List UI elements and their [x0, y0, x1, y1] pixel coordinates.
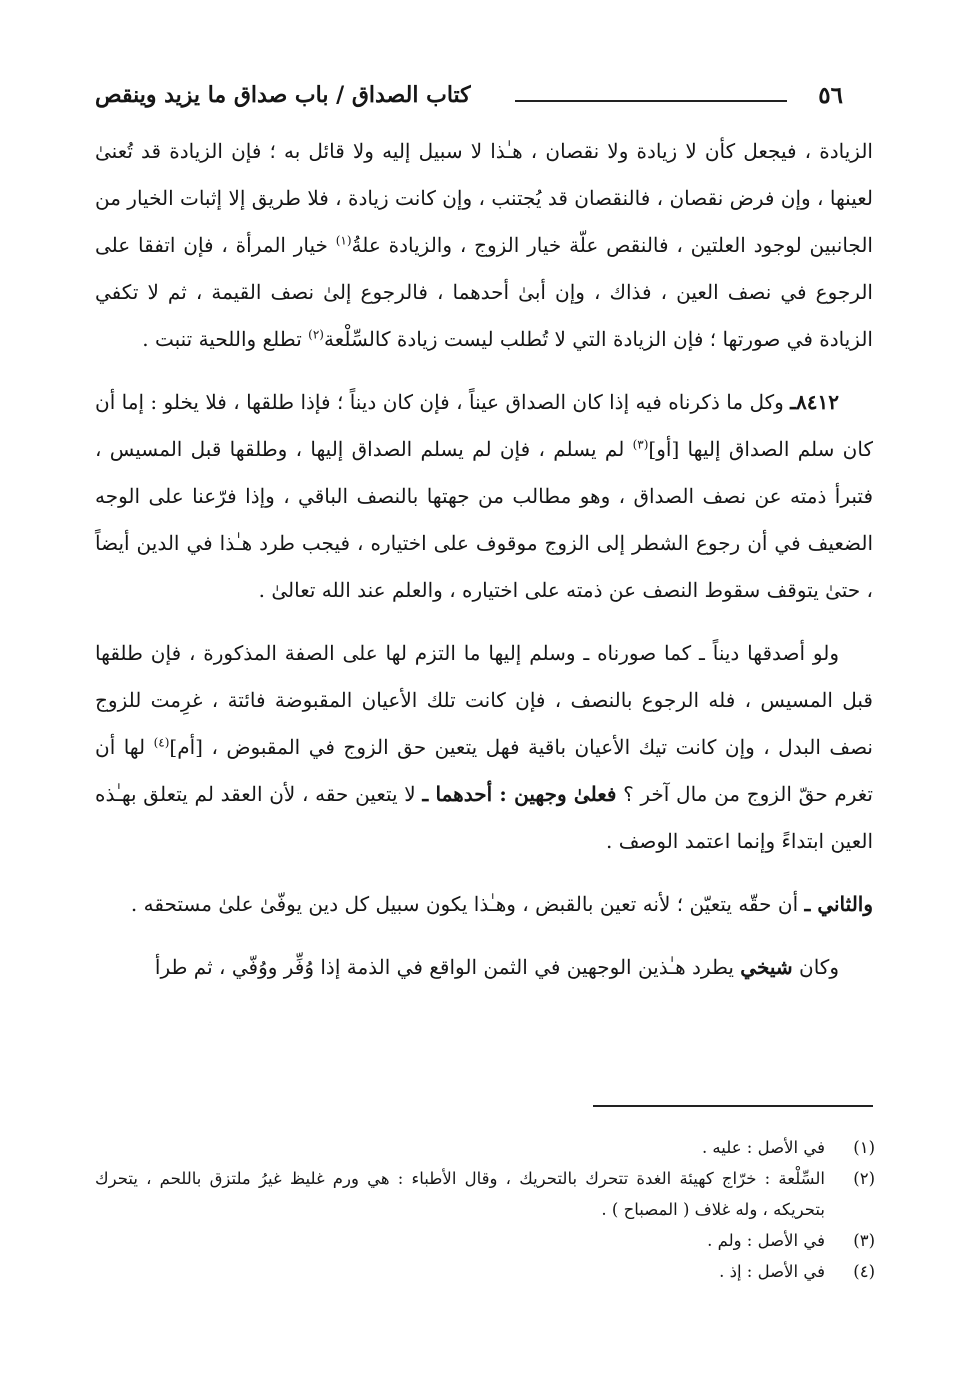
paragraph-text: الزيادة ، فيجعل كأن لا زيادة ولا نقصان ، هـٰذا لا سبيل إليه ولا قائل به ؛ فإن الزيادة قد تُعنىٰ لعينها ، وإن فرض نقصان ، فالنقصان قد يُجتنب ، وإن كانت زيادة ، فلا طريق إلا إثبات الخيار من الجانبين لوجود العلتين ، فالنقص علّة خيار الزوج ، والزيادة علةُ: [95, 139, 873, 257]
footnote-2: [95, 1163, 875, 1225]
paragraph-text: خيار المرأة ، فإن اتفقا على الرجوع في نصف العين ، فذاك ، وإن أبىٰ أحدهما ، فالرجوع إلىٰ نصف القيمة ، ثم لا تكفي الزيادة في صورتها ؛ فإن الزيادة التي لا تُطلب ليست زيادة كالسِّلْعة: [95, 233, 873, 351]
paragraph-5: [95, 944, 873, 991]
footnote-1: [95, 1132, 875, 1163]
footnote-marker: (١): [853, 1138, 875, 1157]
section-number: ٨٤١٢ـ: [790, 390, 839, 414]
main-text: [95, 128, 873, 1007]
paragraph-text: أن حقّه يتعيّن ؛ لأنه تعين بالقبض ، وهـٰذا يكون سبيل كل دين يوفّىٰ علىٰ مستحقه .: [130, 892, 805, 916]
header-rule: [515, 100, 787, 102]
page-header: [95, 80, 855, 124]
paragraph-4: [95, 881, 873, 928]
footnote-ref-3: (٣): [632, 437, 649, 452]
footnote-marker: (٤): [853, 1262, 875, 1281]
footnote-4: [95, 1256, 875, 1287]
footnote-marker: (٢): [853, 1169, 875, 1188]
footnote-text: في الأصل : إذ .: [719, 1262, 825, 1281]
paragraph-text: لا يتعين حقه ، لأن العقد لم يتعلق بهـٰذه العين ابتداءً وإنما اعتمد الوصف .: [95, 782, 873, 853]
paragraph-text: لها أن تغرم حقّ الزوج من مال آخر ؟: [95, 735, 874, 806]
page-number: ٥٦: [818, 82, 843, 109]
bold-phrase: فعلىٰ وجهين : أحدهما ـ: [422, 782, 617, 806]
footnote-ref-4: (٤): [153, 735, 170, 750]
footnote-text: في الأصل : عليه .: [701, 1138, 825, 1157]
paragraph-1: [95, 128, 873, 363]
paragraph-text: تطلع واللحية تنبت .: [142, 327, 309, 351]
running-title: كتاب الصداق / باب صداق ما يزيد وينقص: [95, 82, 471, 108]
footnotes: [95, 1132, 875, 1287]
paragraph-3: [95, 630, 873, 865]
footnote-marker: (٣): [853, 1231, 875, 1250]
footnote-ref-2: (٢): [308, 327, 324, 342]
footnote-text: السِّلْعة : خرّاج كهيئة الغدة تتحرك بالتحريك ، وقال الأطباء : هي ورم غليظ غيرُ ملتزق باللحم ، يتحرك بتحريكه ، وله غلاف ( المصباح ) .: [95, 1169, 825, 1219]
footnote-text: في الأصل : ولم .: [707, 1231, 825, 1250]
bold-phrase: شيخي: [740, 955, 793, 979]
paragraph-text: يطرد هـٰذين الوجهين في الثمن الواقع في الذمة إذا وُفِّر ووُفّي ، ثم طرأ: [154, 955, 741, 979]
paragraph-text: ولو أصدقها ديناً ـ كما صورناه ـ وسلم إليها ما التزم لها على الصفة المذكورة ، فإن طلقها قبل المسيس ، فله الرجوع بالنصف ، فإن كانت تلك الأعيان المقبوضة فائتة ، غرِمت للزوج نصف البدل ، وإن كانت تيك الأعيان باقية فهل يتعين حق الزوج في المقبوض ، [أم]: [95, 641, 873, 759]
paragraph-text: لم يسلم ، فإن لم يسلم الصداق إليها ، وطلقها قبل المسيس ، فتبرأ ذمته عن نصف الصداق ، وهو مطالب من جهتها بالنصف الباقي ، وإذا فرّعنا على الوجه الضعيف في أن رجوع الشطر إلى الزوج موقوف على اختياره ، فيجب طرد هـٰذا في الدين أيضاً ، حتىٰ يتوقف سقوط النصف عن ذمته على اختياره ، والعلم عند الله تعالىٰ .: [95, 437, 873, 602]
paragraph-2: [95, 379, 873, 614]
paragraph-text: وكان: [792, 955, 839, 979]
footnote-ref-1: (١): [335, 233, 352, 248]
paragraph-text: وكل ما ذكرناه فيه إذا كان الصداق عيناً ، فإن كان ديناً ؛ فإذا طلقها ، فلا يخلو : إما أن كان سلم الصداق إليها [أو]: [95, 390, 873, 461]
footnote-3: [95, 1225, 875, 1256]
bold-phrase: والثاني ـ: [804, 892, 873, 916]
footnote-separator: [593, 1105, 873, 1107]
